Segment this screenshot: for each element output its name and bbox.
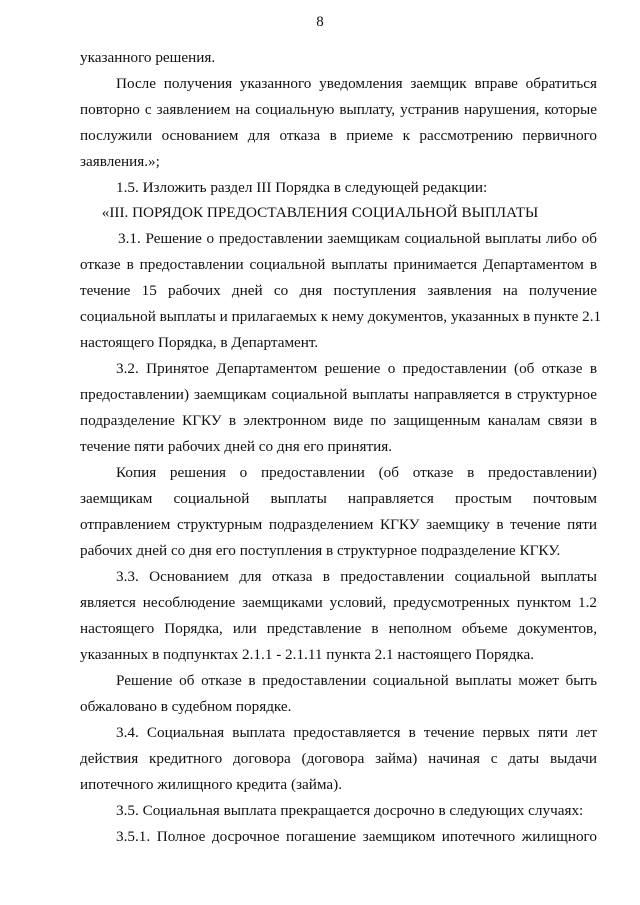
text-line: настоящего Порядка, или представление в неполном объеме документов, [80,620,597,637]
text-line: 3.3. Основанием для отказа в предоставлении социальной выплаты [116,568,597,585]
text-line: 3.5. Социальная выплата прекращается досрочно в следующих случаях: [116,802,584,819]
text-line: 3.5.1. Полное досрочное погашение заемщиком ипотечного жилищного [116,828,597,845]
text-line: заемщикам социальной выплаты направляется простым почтовым [80,490,597,507]
text-line: отказе в предоставлении социальной выплаты принимается Департаментом в [80,256,597,273]
text-line: указанных в подпунктах 2.1.1 - 2.1.11 пункта 2.1 настоящего Порядка. [80,646,534,663]
text-line: действия кредитного договора (договора займа) начиная с даты выдачи [80,750,597,767]
text-line: 3.4. Социальная выплата предоставляется в течение первых пяти лет [116,724,597,741]
text-line: заявления.»; [80,153,160,170]
text-line: послужили основанием для отказа в приеме к рассмотрению первичного [80,127,597,144]
text-line: социальной выплаты и прилагаемых к нему документов, указанных в пункте 2.1 [80,308,602,325]
text-line: обжаловано в судебном порядке. [80,698,292,715]
text-line: ипотечного жилищного кредита (займа). [80,776,342,793]
text-line: Решение об отказе в предоставлении социальной выплаты может быть [116,672,597,689]
text-line: подразделение КГКУ в электронном виде по защищенным каналам связи в [80,412,597,429]
text-line: 1.5. Изложить раздел III Порядка в следующей редакции: [116,179,488,196]
text-line: отправлением структурным подразделением КГКУ заемщику в течение пяти [80,516,597,533]
text-line: Копия решения о предоставлении (об отказе в предоставлении) [116,464,597,481]
text-line: повторно с заявлением на социальную выплату, устранив нарушения, которые [80,101,597,118]
text-line: После получения указанного уведомления заемщик вправе обратиться [116,75,597,92]
text-line: является несоблюдение заемщиками условий, предусмотренных пунктом 1.2 [80,594,597,611]
page-number: 8 [316,14,324,30]
text-line: 3.2. Принятое Департаментом решение о предоставлении (об отказе в [116,360,597,377]
text-line: течение 15 рабочих дней со дня поступления заявления на получение [80,282,597,299]
text-line: указанного решения. [80,49,216,66]
text-line: рабочих дней со дня его поступления в структурное подразделение КГКУ. [80,542,561,559]
text-line: настоящего Порядка, в Департамент. [80,334,319,351]
text-line: предоставлении) заемщикам социальной выплаты направляется в структурное [80,386,597,403]
text-line: 3.1. Решение о предоставлении заемщикам социальной выплаты либо об [118,230,597,247]
section-heading: «III. ПОРЯДОК ПРЕДОСТАВЛЕНИЯ СОЦИАЛЬНОЙ ВЫПЛАТЫ [101,204,539,221]
text-line: течение пяти рабочих дней со дня его принятия. [80,438,393,455]
